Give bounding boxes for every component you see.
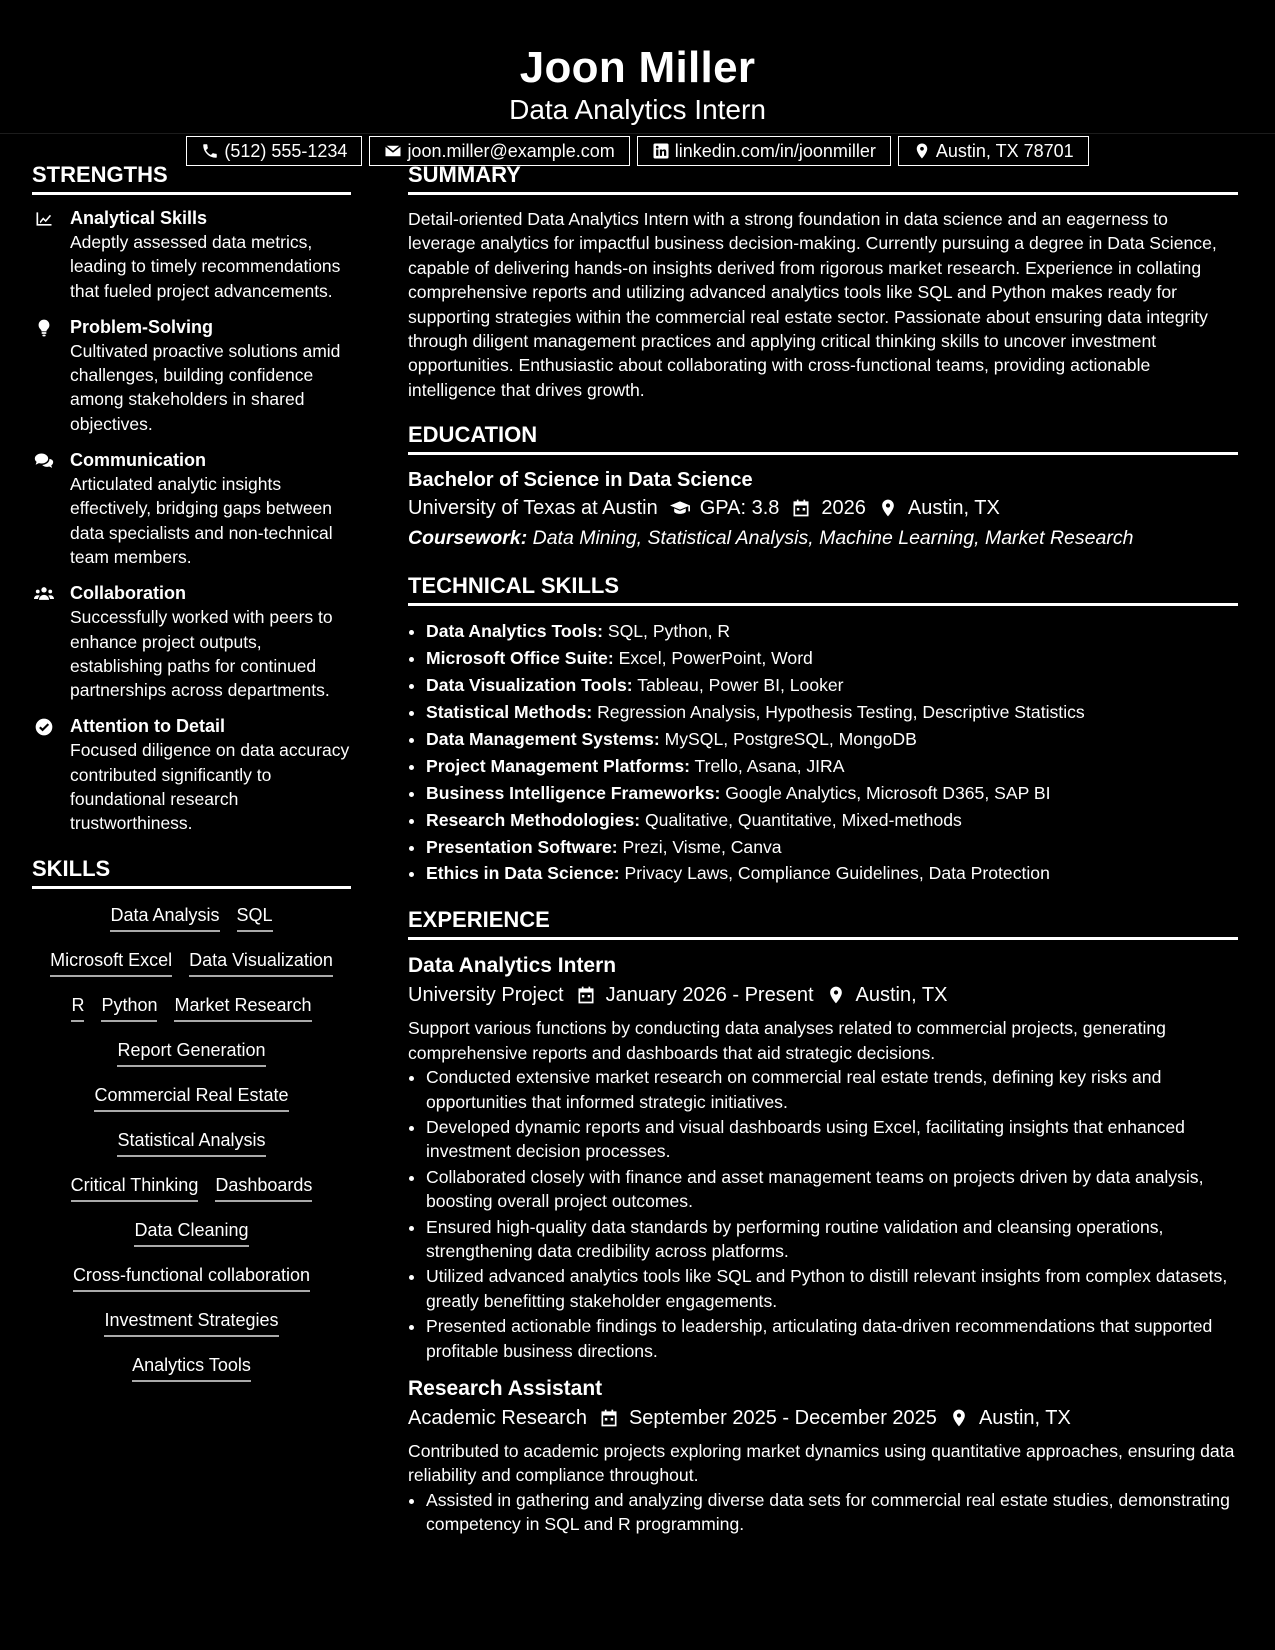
- job-meta: [408, 1403, 1238, 1433]
- list-item: [426, 672, 1238, 699]
- list-item: [426, 753, 1238, 780]
- graduation-year: 2026: [821, 497, 866, 520]
- skill-tag: Data Visualization: [189, 948, 333, 977]
- education-section: [408, 421, 1238, 553]
- skill-label: Business Intelligence Frameworks:: [426, 782, 721, 803]
- candidate-title: Data Analytics Intern: [509, 94, 766, 125]
- skill-tag: Analytics Tools: [132, 1353, 251, 1382]
- skill-label: Data Management Systems:: [426, 728, 660, 749]
- list-item: • Collaborated closely with finance and asset management teams on projects driven by data analysis, boosting overall project outcomes.: [426, 1165, 1238, 1214]
- list-item: [426, 807, 1238, 834]
- left-column: [32, 134, 351, 1538]
- job-meta: [408, 980, 1238, 1010]
- experience-section: [408, 906, 1238, 1536]
- skill-label: Project Management Platforms:: [426, 755, 690, 776]
- school-location: Austin, TX: [907, 497, 1000, 520]
- strength-item: [32, 207, 351, 303]
- job-bullets: [408, 1065, 1238, 1363]
- job-entry: [408, 1375, 1238, 1537]
- skill-label: Data Visualization Tools:: [426, 675, 633, 696]
- strength-title: Communication: [70, 450, 207, 471]
- skill-tag: Investment Strategies: [104, 1308, 278, 1337]
- map-marker-icon: [878, 498, 898, 518]
- contact-email-text: joon.miller@example.com: [407, 141, 615, 161]
- gpa: GPA: 3.8: [699, 497, 780, 520]
- strength-item: [32, 582, 351, 702]
- strength-item: [32, 449, 351, 569]
- job-bullets: [408, 1488, 1238, 1537]
- list-item: • Utilized advanced analytics tools like SQL and Python to distill relevant insights from complex datasets, greatly benefitting stakeholder engagements.: [426, 1264, 1238, 1313]
- skill-value: Qualitative, Quantitative, Mixed-methods: [645, 809, 962, 830]
- job-dates: September 2025 - December 2025: [628, 1407, 937, 1429]
- contact-phone-text: (512) 555-1234: [224, 141, 348, 161]
- list-item: • Assisted in gathering and analyzing diverse data sets for commercial real estate studies, demonstrating competency in SQL and R programming.: [426, 1488, 1238, 1537]
- list-item: [426, 726, 1238, 753]
- strength-desc: Focused diligence on data accuracy contributed significantly to foundational research trustworthiness.: [70, 740, 350, 834]
- strength-title: Analytical Skills: [70, 208, 208, 228]
- list-item: [426, 860, 1238, 887]
- list-item: • Conducted extensive market research on commercial real estate trends, defining key risks and opportunities that informed strategic initiatives.: [426, 1065, 1238, 1114]
- contact-location-text: Austin, TX 78701: [935, 141, 1074, 161]
- skill-label: Ethics in Data Science:: [426, 863, 620, 884]
- job-location: Austin, TX: [855, 984, 948, 1007]
- coursework-list: Data Mining, Statistical Analysis, Machine Learning, Market Research: [532, 527, 1134, 550]
- calendar-icon: [599, 1408, 619, 1428]
- skill-tag: Python: [101, 993, 157, 1022]
- envelope-icon: [384, 142, 402, 160]
- job-description: Support various functions by conducting data analyses related to commercial projects, generating comprehensive reports and dashboards that aid strategic decisions.: [408, 1018, 1166, 1063]
- content-columns: [0, 134, 1275, 1538]
- job-org: University Project: [408, 984, 564, 1007]
- strength-item: [32, 316, 351, 436]
- skill-value: Google Analytics, Microsoft D365, SAP BI: [725, 782, 1051, 803]
- map-marker-icon: [826, 985, 846, 1005]
- summary-text: Detail-oriented Data Analytics Intern with a strong foundation in data science and an eagerness to leverage analytics for impactful business decision-making. Currently pursuing a degree in Data Science, capable of delivering hands-on insights derived from rigorous market research. Experience in collating comprehensive reports and utilizing advanced analytics tools like SQL and Python makes ready for supporting strategies within the commercial real estate sector. Passionate about ensuring data integrity through diligent management practices and applying critical thinking skills to uncover investment opportunities. Enthusiastic about collaborating with cross-functional teams, providing actionable intelligence that drives growth.: [408, 209, 1217, 400]
- list-item: • Developed dynamic reports and visual dashboards using Excel, facilitating insights that enhanced investment decision processes.: [426, 1115, 1238, 1164]
- summary-section: [408, 134, 1238, 402]
- skill-label: Research Methodologies:: [426, 809, 641, 830]
- skill-label: Data Analytics Tools:: [426, 621, 603, 642]
- strength-desc: Cultivated proactive solutions amid challenges, building confidence among stakeholders in shared objectives.: [70, 340, 341, 434]
- degree-name: Bachelor of Science in Data Science: [408, 469, 753, 492]
- strength-desc: Adeptly assessed data metrics, leading to timely recommendations that fueled project advancements.: [70, 232, 341, 301]
- skill-tag: Report Generation: [117, 1038, 265, 1067]
- strength-title: Problem-Solving: [70, 316, 214, 337]
- skill-tag: Market Research: [174, 993, 311, 1022]
- job-description: Contributed to academic projects exploring market dynamics using quantitative approaches, ensuring data reliability and compliance throughout.: [408, 1441, 1235, 1486]
- strength-item: [32, 715, 351, 835]
- comments-icon: [34, 451, 54, 471]
- skill-tag: Dashboards: [215, 1173, 312, 1202]
- skills-heading: SKILLS: [32, 855, 351, 889]
- job-entry: [408, 952, 1238, 1363]
- job-location: Austin, TX: [978, 1407, 1071, 1429]
- skill-tag: Data Cleaning: [134, 1218, 248, 1247]
- coursework-label: Coursework:: [408, 527, 528, 550]
- skill-tag: SQL: [237, 903, 273, 932]
- list-item: • Ensured high-quality data standards by performing routine validation and cleansing operations, strengthening data credibility across platforms.: [426, 1215, 1238, 1264]
- skill-value: Privacy Laws, Compliance Guidelines, Data Protection: [624, 863, 1050, 884]
- skill-value: Excel, PowerPoint, Word: [618, 648, 813, 669]
- experience-heading: EXPERIENCE: [408, 906, 1238, 940]
- candidate-name: Joon Miller: [519, 43, 756, 92]
- resume-header: [0, 0, 1275, 161]
- list-item: [426, 618, 1238, 645]
- skill-tag: Critical Thinking: [71, 1173, 199, 1202]
- skills-section: [32, 855, 351, 1398]
- summary-heading: SUMMARY: [408, 161, 1238, 195]
- skill-value: Prezi, Visme, Canva: [622, 836, 782, 857]
- list-item: [426, 645, 1238, 672]
- skill-tag: R: [71, 993, 84, 1022]
- skill-label: Presentation Software:: [426, 836, 618, 857]
- job-title: Data Analytics Intern: [408, 954, 617, 978]
- calendar-icon: [791, 498, 811, 518]
- chart-line-icon: [34, 209, 54, 229]
- skill-value: SQL, Python, R: [607, 621, 731, 642]
- strengths-section: [32, 134, 351, 836]
- strength-desc: Successfully worked with peers to enhance project outputs, establishing paths for continued partnerships across departments.: [70, 607, 333, 701]
- job-org: Academic Research: [408, 1407, 587, 1429]
- skill-tag: Data Analysis: [110, 903, 219, 932]
- list-item: [426, 699, 1238, 726]
- technical-skills-list: [408, 618, 1238, 887]
- skill-tag: Microsoft Excel: [50, 948, 172, 977]
- map-marker-icon: [949, 1408, 969, 1428]
- list-item: [426, 780, 1238, 807]
- education-meta: [408, 493, 1238, 523]
- technical-skills-section: [408, 572, 1238, 887]
- right-column: [408, 134, 1238, 1538]
- lightbulb-icon: [34, 318, 54, 338]
- skill-value: MySQL, PostgreSQL, MongoDB: [664, 728, 917, 749]
- check-circle-icon: [34, 717, 54, 737]
- job-dates: January 2026 - Present: [605, 984, 814, 1007]
- education-heading: EDUCATION: [408, 421, 1238, 455]
- technical-skills-heading: TECHNICAL SKILLS: [408, 572, 1238, 606]
- skill-value: Regression Analysis, Hypothesis Testing, Descriptive Statistics: [597, 701, 1085, 722]
- users-icon: [34, 584, 54, 604]
- contact-linkedin-text: linkedin.com/in/joonmiller: [674, 141, 876, 161]
- list-item: • Presented actionable findings to leadership, articulating data-driven recommendations that supported profitable business directions.: [426, 1314, 1238, 1363]
- skill-tag: Statistical Analysis: [117, 1128, 265, 1157]
- strength-desc: Articulated analytic insights effectively, bridging gaps between data specialists and non-technical team members.: [70, 474, 333, 567]
- skill-tag: Commercial Real Estate: [94, 1083, 288, 1112]
- skill-value: Trello, Asana, JIRA: [694, 755, 845, 776]
- strength-title: Attention to Detail: [70, 716, 225, 737]
- skills-tags: [32, 901, 351, 1398]
- skill-label: Statistical Methods:: [426, 701, 593, 722]
- job-title: Research Assistant: [408, 1377, 603, 1400]
- skill-tag: Cross-functional collaboration: [73, 1263, 310, 1292]
- school-name: University of Texas at Austin: [408, 497, 658, 520]
- list-item: [426, 834, 1238, 861]
- skill-label: Microsoft Office Suite:: [426, 648, 614, 669]
- strengths-heading: STRENGTHS: [32, 161, 351, 195]
- strength-title: Collaboration: [70, 583, 186, 604]
- calendar-icon: [576, 985, 596, 1005]
- coursework: [408, 523, 1238, 553]
- graduation-cap-icon: [670, 498, 690, 518]
- skill-value: Tableau, Power BI, Looker: [637, 675, 844, 696]
